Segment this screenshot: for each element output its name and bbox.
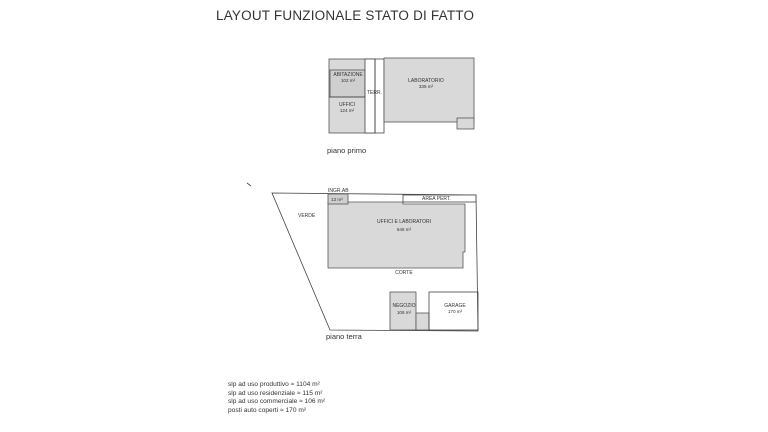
uffici-laboratori-area: 646 m² [396, 227, 412, 232]
uffici-laboratori-label: UFFICI E LABORATORI [377, 219, 431, 225]
first-floor-caption: piano primo [327, 146, 367, 155]
terr-corridor [365, 59, 375, 133]
area-pert-label: AREA PERT. [422, 196, 451, 202]
surface-summary [228, 381, 325, 415]
uffici-label: UFFICI [338, 102, 356, 108]
ingr-ab-label: INGR.AB [328, 188, 349, 194]
corte-label: CORTE [395, 270, 413, 276]
negozio-annex [416, 313, 429, 330]
stat-commerciale: slp ad uso commerciale ≈ 106 m² [228, 398, 326, 406]
negozio-label: NEGOZIO [392, 303, 416, 309]
stat-produttivo: slp ad uso produttivo ≈ 1104 m² [228, 381, 320, 388]
uffici-laboratori-room [328, 202, 465, 268]
page-title: LAYOUT FUNZIONALE STATO DI FATTO [216, 8, 475, 23]
laboratorio-annex [457, 118, 474, 129]
first-floor-plan [329, 58, 474, 133]
laboratorio-label: LABORATORIO [408, 78, 444, 84]
north-mark [247, 183, 251, 186]
abitazione-label: ABITAZIONE [333, 72, 363, 78]
uffici-area: 124 m² [339, 108, 355, 113]
ingr-ab-area: 13 m² [331, 197, 343, 202]
terr-gap [375, 59, 384, 133]
laboratorio-area: 335 m² [418, 84, 434, 89]
ground-floor-plan [247, 183, 478, 331]
abitazione-area: 102 m² [340, 78, 356, 83]
garage-area: 170 m² [447, 309, 463, 314]
terr-label: TERR. [367, 90, 382, 96]
stat-residenziale: slp ad uso residenziale ≈ 115 m² [228, 389, 323, 397]
ground-floor-caption: piano terra [326, 332, 362, 341]
laboratorio-room [384, 58, 474, 122]
garage-label: GARAGE [444, 303, 466, 309]
negozio-area: 106 m² [396, 310, 412, 315]
stat-posti-auto: posti auto coperti ≈ 170 m² [228, 406, 307, 414]
verde-label: VERDE [298, 213, 316, 219]
